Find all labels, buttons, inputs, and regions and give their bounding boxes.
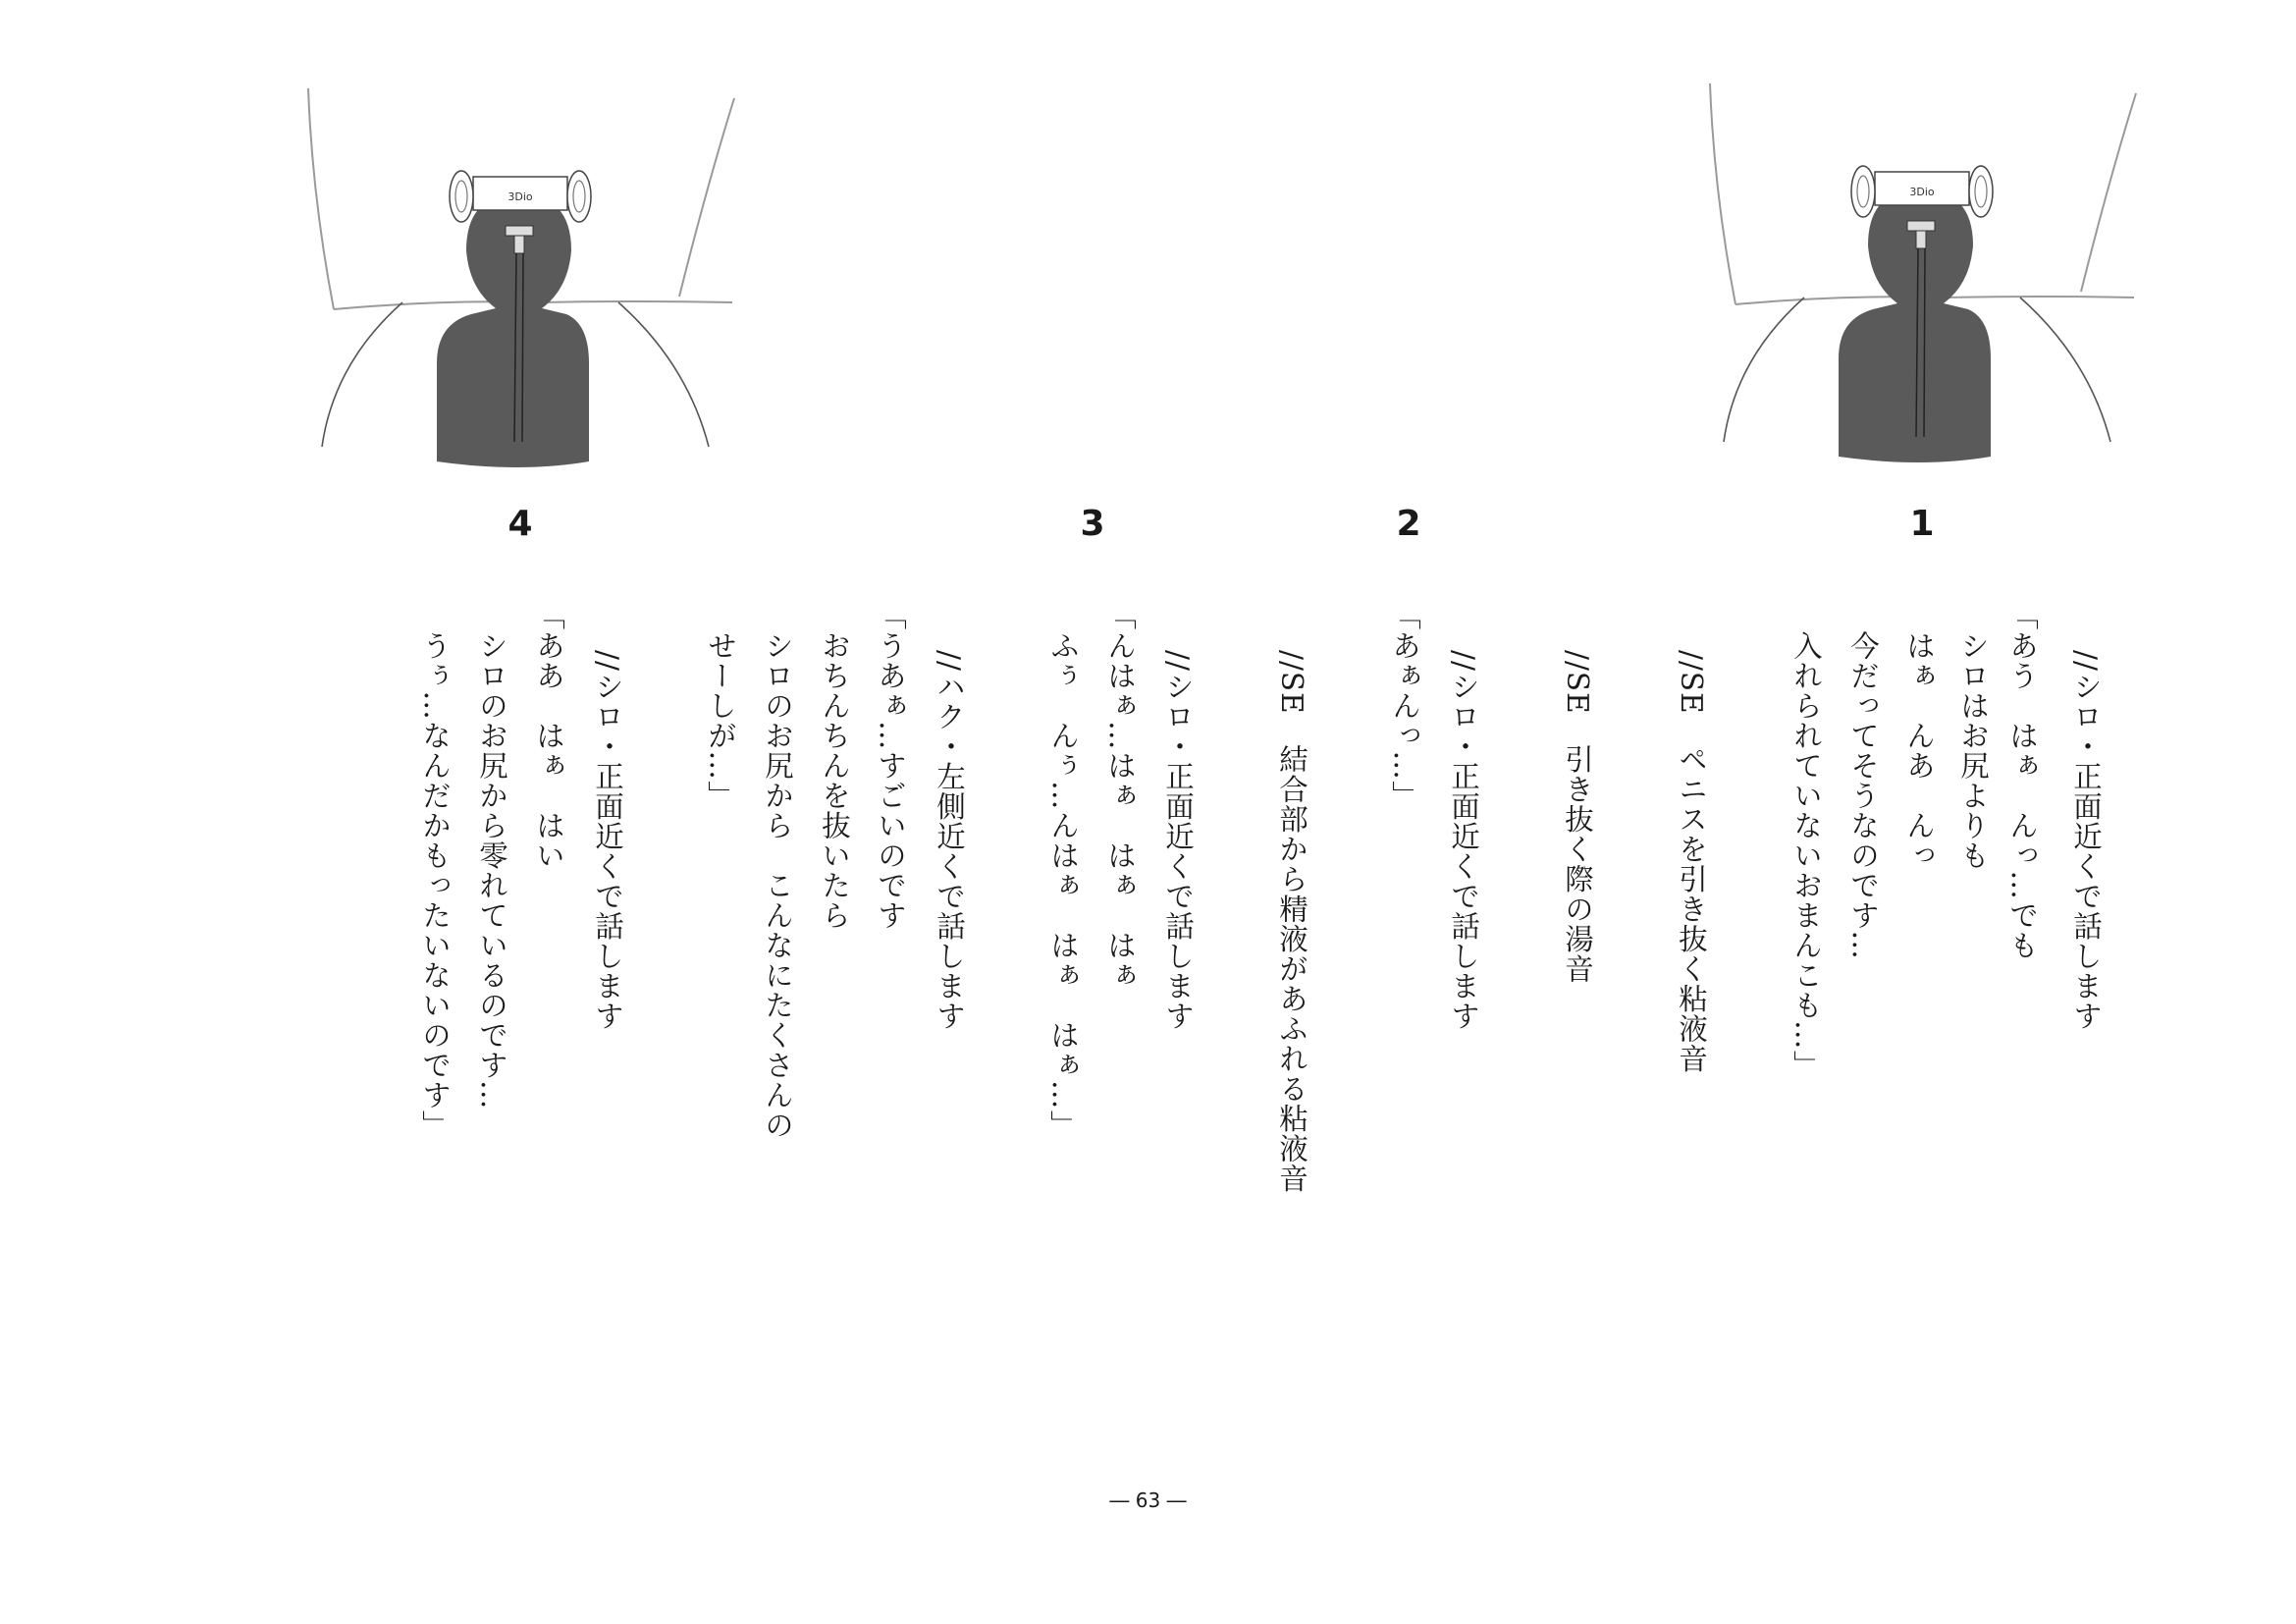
section-number-4: 4	[507, 504, 533, 544]
panel-4-illustration	[294, 69, 746, 471]
script-line: ふぅ んぅ…んはぁ はぁ はぁ…」	[1046, 601, 1080, 1140]
script-line: はぁ んあ んっ	[1902, 601, 1936, 871]
script-line: //SE 結合部から精液があふれる粘液音	[1275, 650, 1308, 1194]
tub-edge-left	[1724, 298, 1804, 442]
script-line: シロのお尻から零れているのです…	[475, 601, 508, 1110]
script-line: うぅ…なんだかもったいないのです」	[418, 601, 452, 1140]
mic-label: 3Dio	[1909, 186, 1935, 198]
script-line: せーしが…」	[704, 601, 737, 811]
wall-line-right	[2081, 93, 2136, 292]
tub-edge-right	[2020, 298, 2110, 442]
wall-line-right	[679, 98, 734, 297]
tub-edge-right	[618, 302, 709, 447]
script-line: シロのお尻から こんなにたくさんの	[761, 601, 794, 1140]
script-line: 「あぁんっ…」	[1388, 601, 1421, 811]
script-line: 入れられていないおまんこも…」	[1789, 601, 1823, 1080]
script-line: 「あう はぁ んっ…でも	[2005, 601, 2039, 960]
section-number-1: 1	[1909, 504, 1935, 544]
wall-line-left	[308, 88, 334, 309]
script-line: //シロ・正面近くで話します	[1161, 650, 1195, 1031]
page-number: ― 63 ―	[1109, 1489, 1187, 1512]
script-line: 今だってそうなのです…	[1846, 601, 1880, 960]
script-line: //SE 引き抜く際の湯音	[1561, 650, 1594, 985]
section-number-2: 2	[1396, 504, 1421, 544]
script-line: //SE ペニスを引き抜く粘液音	[1675, 650, 1708, 1074]
script-line: //シロ・正面近くで話します	[591, 650, 624, 1031]
bath-scene-drawing	[1696, 64, 2148, 466]
script-line: //シロ・正面近くで話します	[1447, 650, 1480, 1031]
script-line: 「んはぁ…はぁ はぁ はぁ	[1103, 601, 1137, 991]
script-line: //ハク・左側近くで話します	[933, 650, 966, 1031]
wall-line-left	[1710, 83, 1735, 304]
script-line: 「ああ はぁ はい	[532, 601, 565, 871]
bath-scene-drawing	[294, 69, 746, 471]
tub-edge-left	[322, 302, 402, 447]
script-line: おちんちんを抜いたら	[818, 601, 851, 931]
section-number-3: 3	[1080, 504, 1105, 544]
script-line: 「うあぁ…すごいのです	[874, 601, 907, 931]
script-line: シロはお尻よりも	[1956, 601, 1990, 871]
script-line: //シロ・正面近くで話します	[2069, 650, 2103, 1031]
panel-1-illustration	[1696, 64, 2148, 466]
mic-label: 3Dio	[507, 190, 533, 203]
